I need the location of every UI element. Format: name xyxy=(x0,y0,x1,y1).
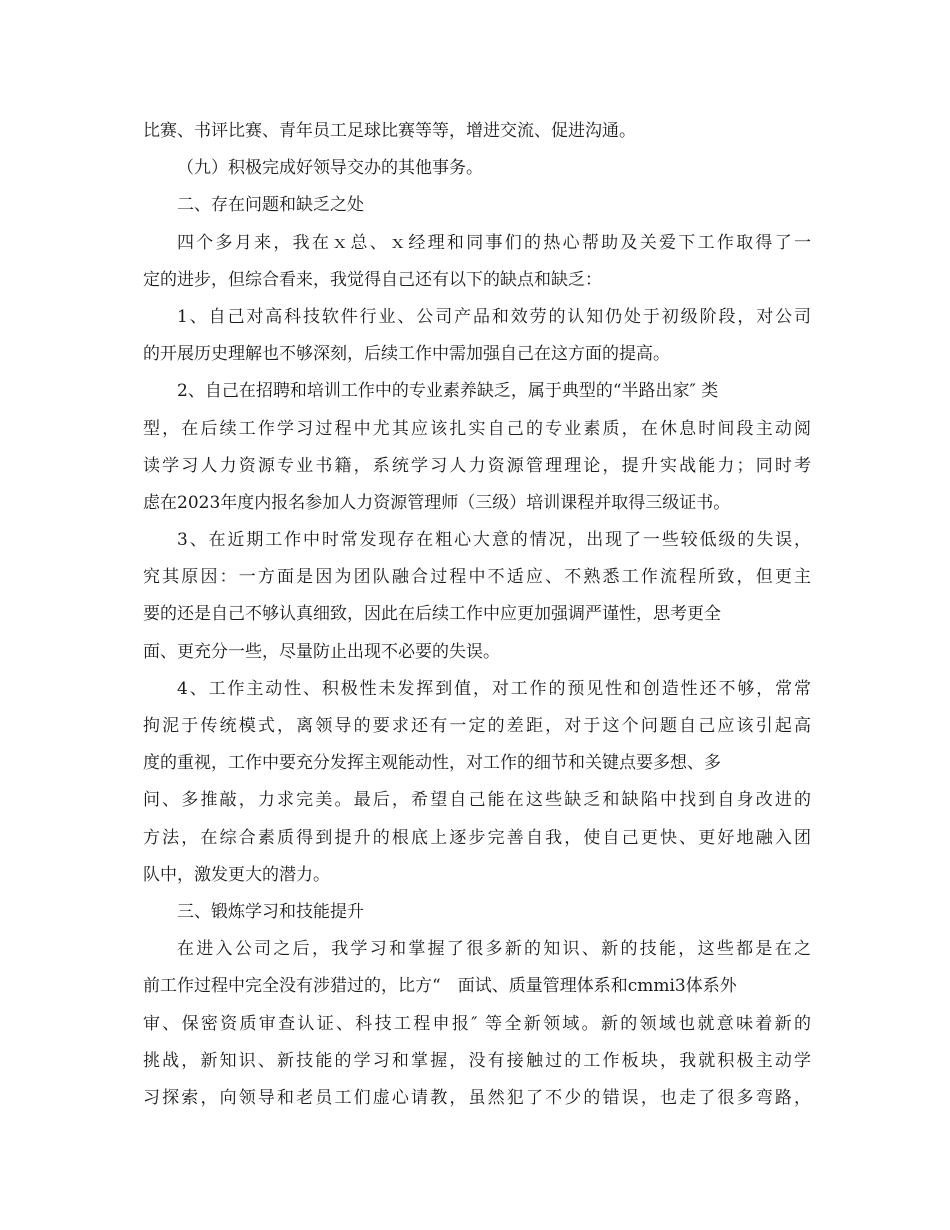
text-line: 问、多推敲，力求完美。最后，希望自己能在这些缺乏和缺陷中找到自身改进的 xyxy=(143,790,811,811)
text-line: 的开展历史理解也不够深刻，后续工作中需加强自己在这方面的提高。 xyxy=(143,344,670,365)
text-line: 在进入公司之后，我学习和掌握了很多新的知识、新的技能，这些都是在之 xyxy=(177,939,811,960)
text-line: 四个多月来，我在ｘ总、ｘ经理和同事们的热心帮助及关爱下工作取得了一 xyxy=(177,232,811,253)
text-line: （九）积极完成好领导交办的其他事务。 xyxy=(177,158,483,179)
text-line: 虑在2023年度内报名参加人力资源管理师（三级）培训课程并取得三级证书。 xyxy=(143,492,731,513)
text-line: 习探索，向领导和老员工们虚心请教，虽然犯了不少的错误，也走了很多弯路， xyxy=(143,1087,811,1108)
text-line: 4、工作主动性、积极性未发挥到值，对工作的预见性和创造性还不够，常常 xyxy=(177,678,811,699)
text-line: 读学习人力资源专业书籍，系统学习人力资源管理理论，提升实战能力；同时考 xyxy=(143,455,811,476)
text-line: 要的还是自己不够认真细致，因此在后续工作中应更加强调严谨性，思考更全 xyxy=(143,604,721,625)
text-line: 型，在后续工作学习过程中尤其应该扎实自己的专业素质，在休息时间段主动阅 xyxy=(143,418,811,439)
text-line: 面、更充分一些，尽量防止出现不必要的失误。 xyxy=(143,641,500,662)
document-page xyxy=(143,113,811,1117)
section-heading: 二、存在问题和缺乏之处 xyxy=(177,195,364,216)
text-line: 方法，在综合素质得到提升的根底上逐步完善自我，使自己更快、更好地融入团 xyxy=(143,827,811,848)
text-line: 究其原因：一方面是因为团队融合过程中不适应、不熟悉工作流程所致，但更主 xyxy=(143,567,811,588)
text-line: 定的进步，但综合看来，我觉得自己还有以下的缺点和缺乏： xyxy=(143,269,602,290)
text-line: 2、自己在招聘和培训工作中的专业素养缺乏，属于典型的“半路出家″ 类 xyxy=(177,381,719,402)
text-line: 拘泥于传统模式，离领导的要求还有一定的差距，对于这个问题自己应该引起高 xyxy=(143,716,811,736)
text-line: 审、保密资质审查认证、科技工程申报″ 等全新领域。新的领域也就意味着新的 xyxy=(143,1013,811,1034)
section-heading: 三、锻炼学习和技能提升 xyxy=(177,901,364,922)
text-line: 挑战，新知识、新技能的学习和掌握，没有接触过的工作板块，我就积极主动学 xyxy=(143,1050,811,1071)
text-line: 队中，激发更大的潜力。 xyxy=(143,864,330,885)
text-line: 度的重视，工作中要充分发挥主观能动性，对工作的细节和关键点要多想、多 xyxy=(143,753,721,774)
text-line: 比赛、书评比赛、青年员工足球比赛等等，增进交流、促进沟通。 xyxy=(143,121,636,141)
text-line: 3、在近期工作中时常发现存在粗心大意的情况，出现了一些较低级的失误， xyxy=(177,530,811,551)
text-line: 1、自己对高科技软件行业、公司产品和效劳的认知仍处于初级阶段，对公司 xyxy=(177,306,811,327)
text-line: 前工作过程中完全没有涉猎过的，比方“ 面试、质量管理体系和cmmi3体系外 xyxy=(143,976,737,997)
